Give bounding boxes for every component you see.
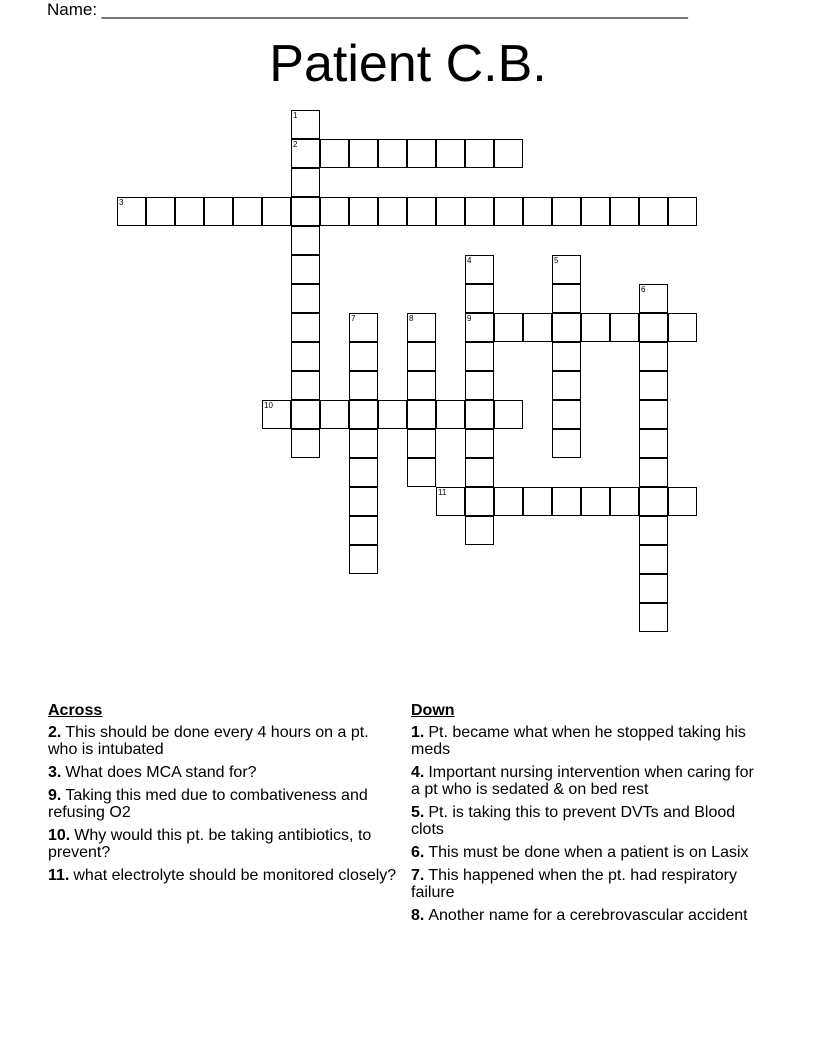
grid-cell[interactable] [349,342,378,371]
grid-cell[interactable] [639,371,668,400]
grid-cell[interactable] [407,429,436,458]
clue-text: Taking this med due to combativeness and refusing O2 [48,787,368,821]
grid-cell[interactable] [291,400,320,429]
clue-number: 4. [411,764,425,781]
clue-number-label: 3 [119,198,124,207]
grid-cell[interactable] [291,197,320,226]
grid-cell[interactable] [117,197,146,226]
grid-cell[interactable] [610,487,639,516]
grid-cell[interactable] [407,371,436,400]
grid-cell[interactable] [407,139,436,168]
down-heading: Down [411,702,455,719]
name-field-label: Name: ______________________________________________________________ [47,0,688,19]
grid-cell[interactable] [378,139,407,168]
grid-cell[interactable] [552,313,581,342]
grid-cell[interactable] [378,400,407,429]
grid-cell[interactable] [610,313,639,342]
grid-cell[interactable] [639,458,668,487]
across-clue-10 [48,827,398,861]
grid-cell[interactable] [291,284,320,313]
grid-cell[interactable] [639,400,668,429]
grid-cell[interactable] [349,429,378,458]
clue-text: What does MCA stand for? [65,764,257,781]
grid-cell[interactable] [407,313,436,342]
grid-cell[interactable] [465,458,494,487]
grid-cell[interactable] [349,139,378,168]
grid-cell[interactable] [378,197,407,226]
clue-number: 9. [48,787,62,804]
clue-number-label: 10 [264,401,273,410]
clue-number: 3. [48,764,62,781]
grid-cell[interactable] [349,371,378,400]
grid-cell[interactable] [639,342,668,371]
clue-number: 8. [411,907,425,924]
grid-cell[interactable] [436,197,465,226]
down-clue-7 [411,867,761,901]
grid-cell[interactable] [668,197,697,226]
grid-cell[interactable] [465,516,494,545]
clue-number: 6. [411,844,425,861]
grid-cell[interactable] [436,139,465,168]
across-clue-9 [48,787,398,821]
grid-cell[interactable] [494,139,523,168]
grid-cell[interactable] [523,487,552,516]
clue-text: This should be done every 4 hours on a pt. who is intubated [48,724,369,758]
clue-number: 1. [411,724,425,741]
grid-cell[interactable] [465,342,494,371]
down-clues [411,702,761,930]
grid-cell[interactable] [494,487,523,516]
grid-cell[interactable] [291,255,320,284]
grid-cell[interactable] [291,110,320,139]
grid-cell[interactable] [639,284,668,313]
clue-number-label: 7 [351,314,356,323]
down-clue-8 [411,907,761,924]
grid-cell[interactable] [610,197,639,226]
grid-cell[interactable] [349,458,378,487]
clue-number-label: 1 [293,111,298,120]
grid-cell[interactable] [639,603,668,632]
grid-cell[interactable] [262,197,291,226]
grid-cell[interactable] [639,197,668,226]
grid-cell[interactable] [291,226,320,255]
down-clue-4 [411,764,761,798]
page-title: Patient C.B. [269,35,547,93]
grid-cell[interactable] [291,313,320,342]
grid-cell[interactable] [407,197,436,226]
grid-cell[interactable] [407,342,436,371]
grid-cell[interactable] [581,197,610,226]
grid-cell[interactable] [552,284,581,313]
grid-cell[interactable] [291,429,320,458]
grid-cell[interactable] [349,313,378,342]
clue-number-label: 11 [438,488,447,497]
grid-cell[interactable] [639,487,668,516]
grid-cell[interactable] [494,313,523,342]
grid-cell[interactable] [291,139,320,168]
clue-text: This happened when the pt. had respiratory failure [411,867,737,901]
grid-cell[interactable] [494,400,523,429]
grid-cell[interactable] [349,400,378,429]
grid-cell[interactable] [291,168,320,197]
grid-cell[interactable] [349,487,378,516]
grid-cell[interactable] [291,371,320,400]
down-clue-1 [411,724,761,758]
grid-cell[interactable] [465,429,494,458]
clue-number-label: 4 [467,256,472,265]
grid-cell[interactable] [465,255,494,284]
grid-cell[interactable] [552,487,581,516]
clue-number-label: 2 [293,140,298,149]
clue-number-label: 8 [409,314,414,323]
grid-cell[interactable] [407,400,436,429]
grid-cell[interactable] [523,313,552,342]
across-clue-3 [48,764,398,781]
across-clue-2 [48,724,398,758]
clue-text: what electrolyte should be monitored closely? [73,867,397,884]
grid-cell[interactable] [668,487,697,516]
grid-cell[interactable] [639,516,668,545]
grid-cell[interactable] [349,197,378,226]
grid-cell[interactable] [581,313,610,342]
grid-cell[interactable] [349,516,378,545]
grid-cell[interactable] [552,342,581,371]
grid-cell[interactable] [465,284,494,313]
grid-cell[interactable] [465,313,494,342]
grid-cell[interactable] [465,487,494,516]
clue-number: 10. [48,827,71,844]
clue-number: 5. [411,804,425,821]
grid-cell[interactable] [320,197,349,226]
grid-cell[interactable] [291,342,320,371]
grid-cell[interactable] [146,197,175,226]
grid-cell[interactable] [465,139,494,168]
grid-cell[interactable] [465,371,494,400]
clue-text: This must be done when a patient is on Lasix [428,844,749,861]
grid-cell[interactable] [465,400,494,429]
down-clue-6 [411,844,761,861]
down-clue-5 [411,804,761,838]
grid-cell[interactable] [552,255,581,284]
grid-cell[interactable] [320,139,349,168]
grid-cell[interactable] [320,400,349,429]
clue-number: 2. [48,724,62,741]
grid-cell[interactable] [523,197,552,226]
grid-cell[interactable] [668,313,697,342]
grid-cell[interactable] [639,545,668,574]
grid-cell[interactable] [407,458,436,487]
grid-cell[interactable] [581,487,610,516]
grid-cell[interactable] [465,197,494,226]
grid-cell[interactable] [639,313,668,342]
grid-cell[interactable] [494,197,523,226]
grid-cell[interactable] [552,371,581,400]
clue-number: 11. [48,867,70,884]
grid-cell[interactable] [204,197,233,226]
clue-text: Why would this pt. be taking antibiotics, to prevent? [48,827,372,861]
grid-cell[interactable] [436,487,465,516]
grid-cell[interactable] [233,197,262,226]
clue-number: 7. [411,867,425,884]
clue-number-label: 9 [467,314,472,323]
grid-cell[interactable] [349,545,378,574]
grid-cell[interactable] [552,400,581,429]
clue-text: Important nursing intervention when caring for a pt who is sedated & on bed rest [411,764,754,798]
across-clue-11 [48,867,398,884]
grid-cell[interactable] [436,400,465,429]
grid-cell[interactable] [552,197,581,226]
clue-text: Pt. is taking this to prevent DVTs and Blood clots [411,804,736,838]
clue-text: Another name for a cerebrovascular accident [428,907,748,924]
clue-number-label: 5 [554,256,559,265]
clue-text: Pt. became what when he stopped taking his meds [411,724,746,758]
across-heading: Across [48,702,103,719]
grid-cell[interactable] [262,400,291,429]
grid-cell[interactable] [175,197,204,226]
grid-cell[interactable] [639,574,668,603]
grid-cell[interactable] [639,429,668,458]
grid-cell[interactable] [552,429,581,458]
clue-number-label: 6 [641,285,646,294]
across-clues [48,702,398,890]
